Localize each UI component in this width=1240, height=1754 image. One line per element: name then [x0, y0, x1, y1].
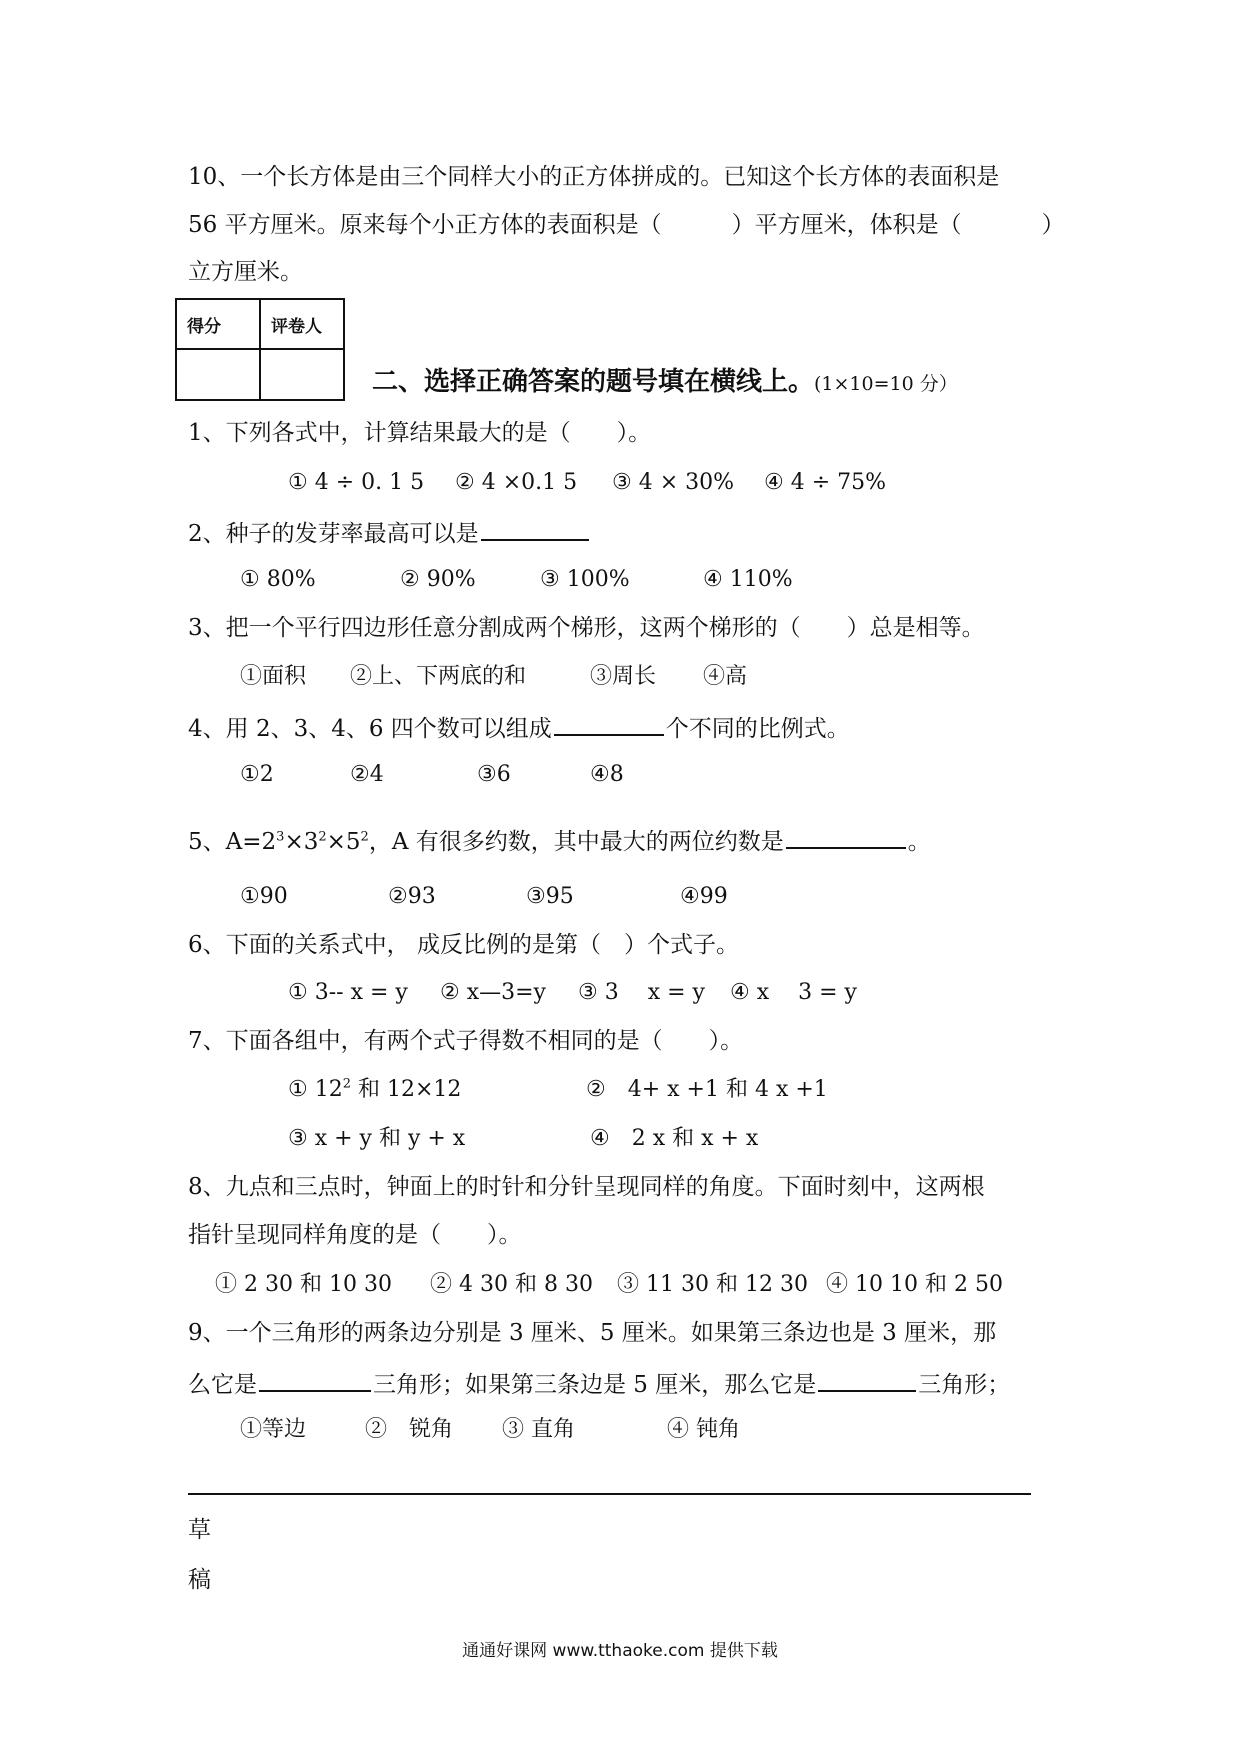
q10-line2-a: 56 平方厘米。原来每个小正方体的表面积是（	[188, 212, 662, 238]
q7-option-2[interactable]: ② 4+ x +1 和 4 x +1	[586, 1077, 828, 1102]
q8-option-2[interactable]: ② 4 30 和 8 30	[430, 1272, 593, 1297]
q9-answer-blank-2[interactable]	[818, 1366, 916, 1392]
q5-stem-b: ，A 有很多约数，其中最大的两位约数是	[368, 829, 784, 855]
q2-option-4[interactable]: ④ 110%	[703, 567, 793, 592]
q5-stem-a: 5、A=2	[188, 829, 277, 855]
q3-option-2[interactable]: ②上、下两底的和	[350, 664, 527, 689]
q5-option-1[interactable]: ①90	[240, 884, 288, 909]
q6-option-4[interactable]: ④ x 3 = y	[730, 980, 857, 1005]
q4-answer-blank[interactable]	[554, 710, 664, 736]
q5-option-4[interactable]: ④99	[680, 884, 728, 909]
q4-stem-text: 4、用 2、3、4、6 四个数可以组成	[188, 716, 552, 742]
score-cell[interactable]	[176, 349, 260, 400]
q7-option-1-exponent: 2	[342, 1076, 351, 1092]
q5-exponent-3: 2	[360, 829, 369, 845]
q6-option-3[interactable]: ③ 3 x = y	[578, 980, 705, 1005]
q8-line2: 指针呈现同样角度的是（ ）。	[188, 1222, 522, 1248]
score-header: 得分	[176, 299, 260, 349]
draft-label-2: 稿	[188, 1567, 211, 1593]
q1-stem: 1、下列各式中，计算结果最大的是（ ）。	[188, 420, 652, 446]
q4-stem-end: 个不同的比例式。	[665, 716, 850, 742]
grader-cell[interactable]	[260, 349, 344, 400]
draft-label-1: 草	[188, 1517, 211, 1543]
q9-option-4[interactable]: ④ 钝角	[667, 1417, 740, 1442]
q7-option-4[interactable]: ④ 2 x 和 x + x	[590, 1126, 759, 1151]
q5-mid-1: ×3	[284, 829, 319, 855]
page-footer: 通通好课网 www.tthaoke.com 提供下载	[462, 1641, 778, 1661]
q5-option-3[interactable]: ③95	[526, 884, 574, 909]
q7-option-1[interactable]	[288, 1075, 461, 1105]
q9-option-2[interactable]: ② 锐角	[365, 1417, 454, 1442]
q9-line1: 9、一个三角形的两条边分别是 3 厘米、5 厘米。如果第三条边也是 3 厘米，那	[188, 1320, 997, 1346]
q1-option-3[interactable]: ③ 4 × 30%	[612, 470, 735, 495]
q9-line2	[188, 1366, 1010, 1400]
q10-line2-c: ）	[1041, 212, 1065, 238]
q4-option-4[interactable]: ④8	[590, 762, 624, 787]
q8-option-3[interactable]: ③ 11 30 和 12 30	[617, 1272, 808, 1297]
q6-option-2[interactable]: ② x—3=y	[440, 980, 546, 1005]
q5-exponent-1: 3	[276, 829, 285, 845]
q5-stem	[188, 823, 931, 857]
q10-line2-b: ）平方厘米，体积是（	[731, 212, 962, 238]
q4-option-3[interactable]: ③6	[477, 762, 511, 787]
q7-option-1-base: ① 12	[288, 1077, 343, 1102]
q9-option-3[interactable]: ③ 直角	[502, 1417, 575, 1442]
q9-line2-b: 三角形；如果第三条边是 5 厘米，那么它是	[373, 1372, 817, 1398]
q5-option-2[interactable]: ②93	[388, 884, 436, 909]
q2-option-3[interactable]: ③ 100%	[540, 567, 630, 592]
q3-option-3[interactable]: ③周长	[590, 664, 657, 689]
q9-line2-c: 三角形；	[918, 1372, 1011, 1398]
section-title-text: 二、选择正确答案的题号填在横线上。	[372, 367, 815, 397]
q2-answer-blank[interactable]	[481, 515, 589, 541]
q4-stem	[188, 710, 850, 744]
q6-option-1[interactable]: ① 3-- x = y	[288, 980, 408, 1005]
q6-stem: 6、下面的关系式中， 成反比例的是第（ ）个式子。	[188, 932, 739, 958]
q9-answer-blank-1[interactable]	[259, 1366, 371, 1392]
q5-mid-2: ×5	[326, 829, 361, 855]
q5-answer-blank[interactable]	[786, 823, 906, 849]
q8-option-4[interactable]: ④ 10 10 和 2 50	[826, 1272, 1003, 1297]
q8-line1: 8、九点和三点时，钟面上的时针和分针呈现同样的角度。下面时刻中，这两根	[188, 1174, 985, 1200]
q7-option-1-rest: 和 12×12	[351, 1077, 462, 1102]
q3-stem: 3、把一个平行四边形任意分割成两个梯形，这两个梯形的（ ）总是相等。	[188, 615, 985, 641]
q7-option-3[interactable]: ③ x + y 和 y + x	[288, 1126, 466, 1151]
q10-line3: 立方厘米。	[188, 259, 303, 285]
q3-option-4[interactable]: ④高	[703, 664, 748, 689]
q2-option-2[interactable]: ② 90%	[400, 567, 476, 592]
q10-line2	[188, 210, 1065, 240]
section-title	[372, 365, 958, 401]
q2-stem	[188, 515, 591, 549]
q7-stem: 7、下面各组中，有两个式子得数不相同的是（ ）。	[188, 1028, 744, 1054]
q3-option-1[interactable]: ①面积	[240, 664, 307, 689]
draft-divider	[188, 1493, 1031, 1495]
q10-line1: 10、一个长方体是由三个同样大小的正方体拼成的。已知这个长方体的表面积是	[188, 164, 1000, 190]
q2-stem-text: 2、种子的发芽率最高可以是	[188, 521, 479, 547]
q1-option-4[interactable]: ④ 4 ÷ 75%	[764, 470, 887, 495]
q5-stem-c: 。	[907, 829, 931, 855]
q9-line2-a: 么它是	[188, 1372, 257, 1398]
q9-option-1[interactable]: ①等边	[240, 1417, 307, 1442]
section-points-note: (1×10=10 分）	[814, 373, 958, 395]
q4-option-2[interactable]: ②4	[350, 762, 384, 787]
q2-option-1[interactable]: ① 80%	[240, 567, 316, 592]
q1-option-1[interactable]: ① 4 ÷ 0. 1 5	[288, 470, 425, 495]
q8-option-1[interactable]: ① 2 30 和 10 30	[215, 1272, 392, 1297]
q4-option-1[interactable]: ①2	[240, 762, 274, 787]
grader-header: 评卷人	[260, 299, 344, 349]
q1-option-2[interactable]: ② 4 ×0.1 5	[455, 470, 578, 495]
q5-exponent-2: 2	[318, 829, 327, 845]
score-table	[175, 298, 345, 401]
